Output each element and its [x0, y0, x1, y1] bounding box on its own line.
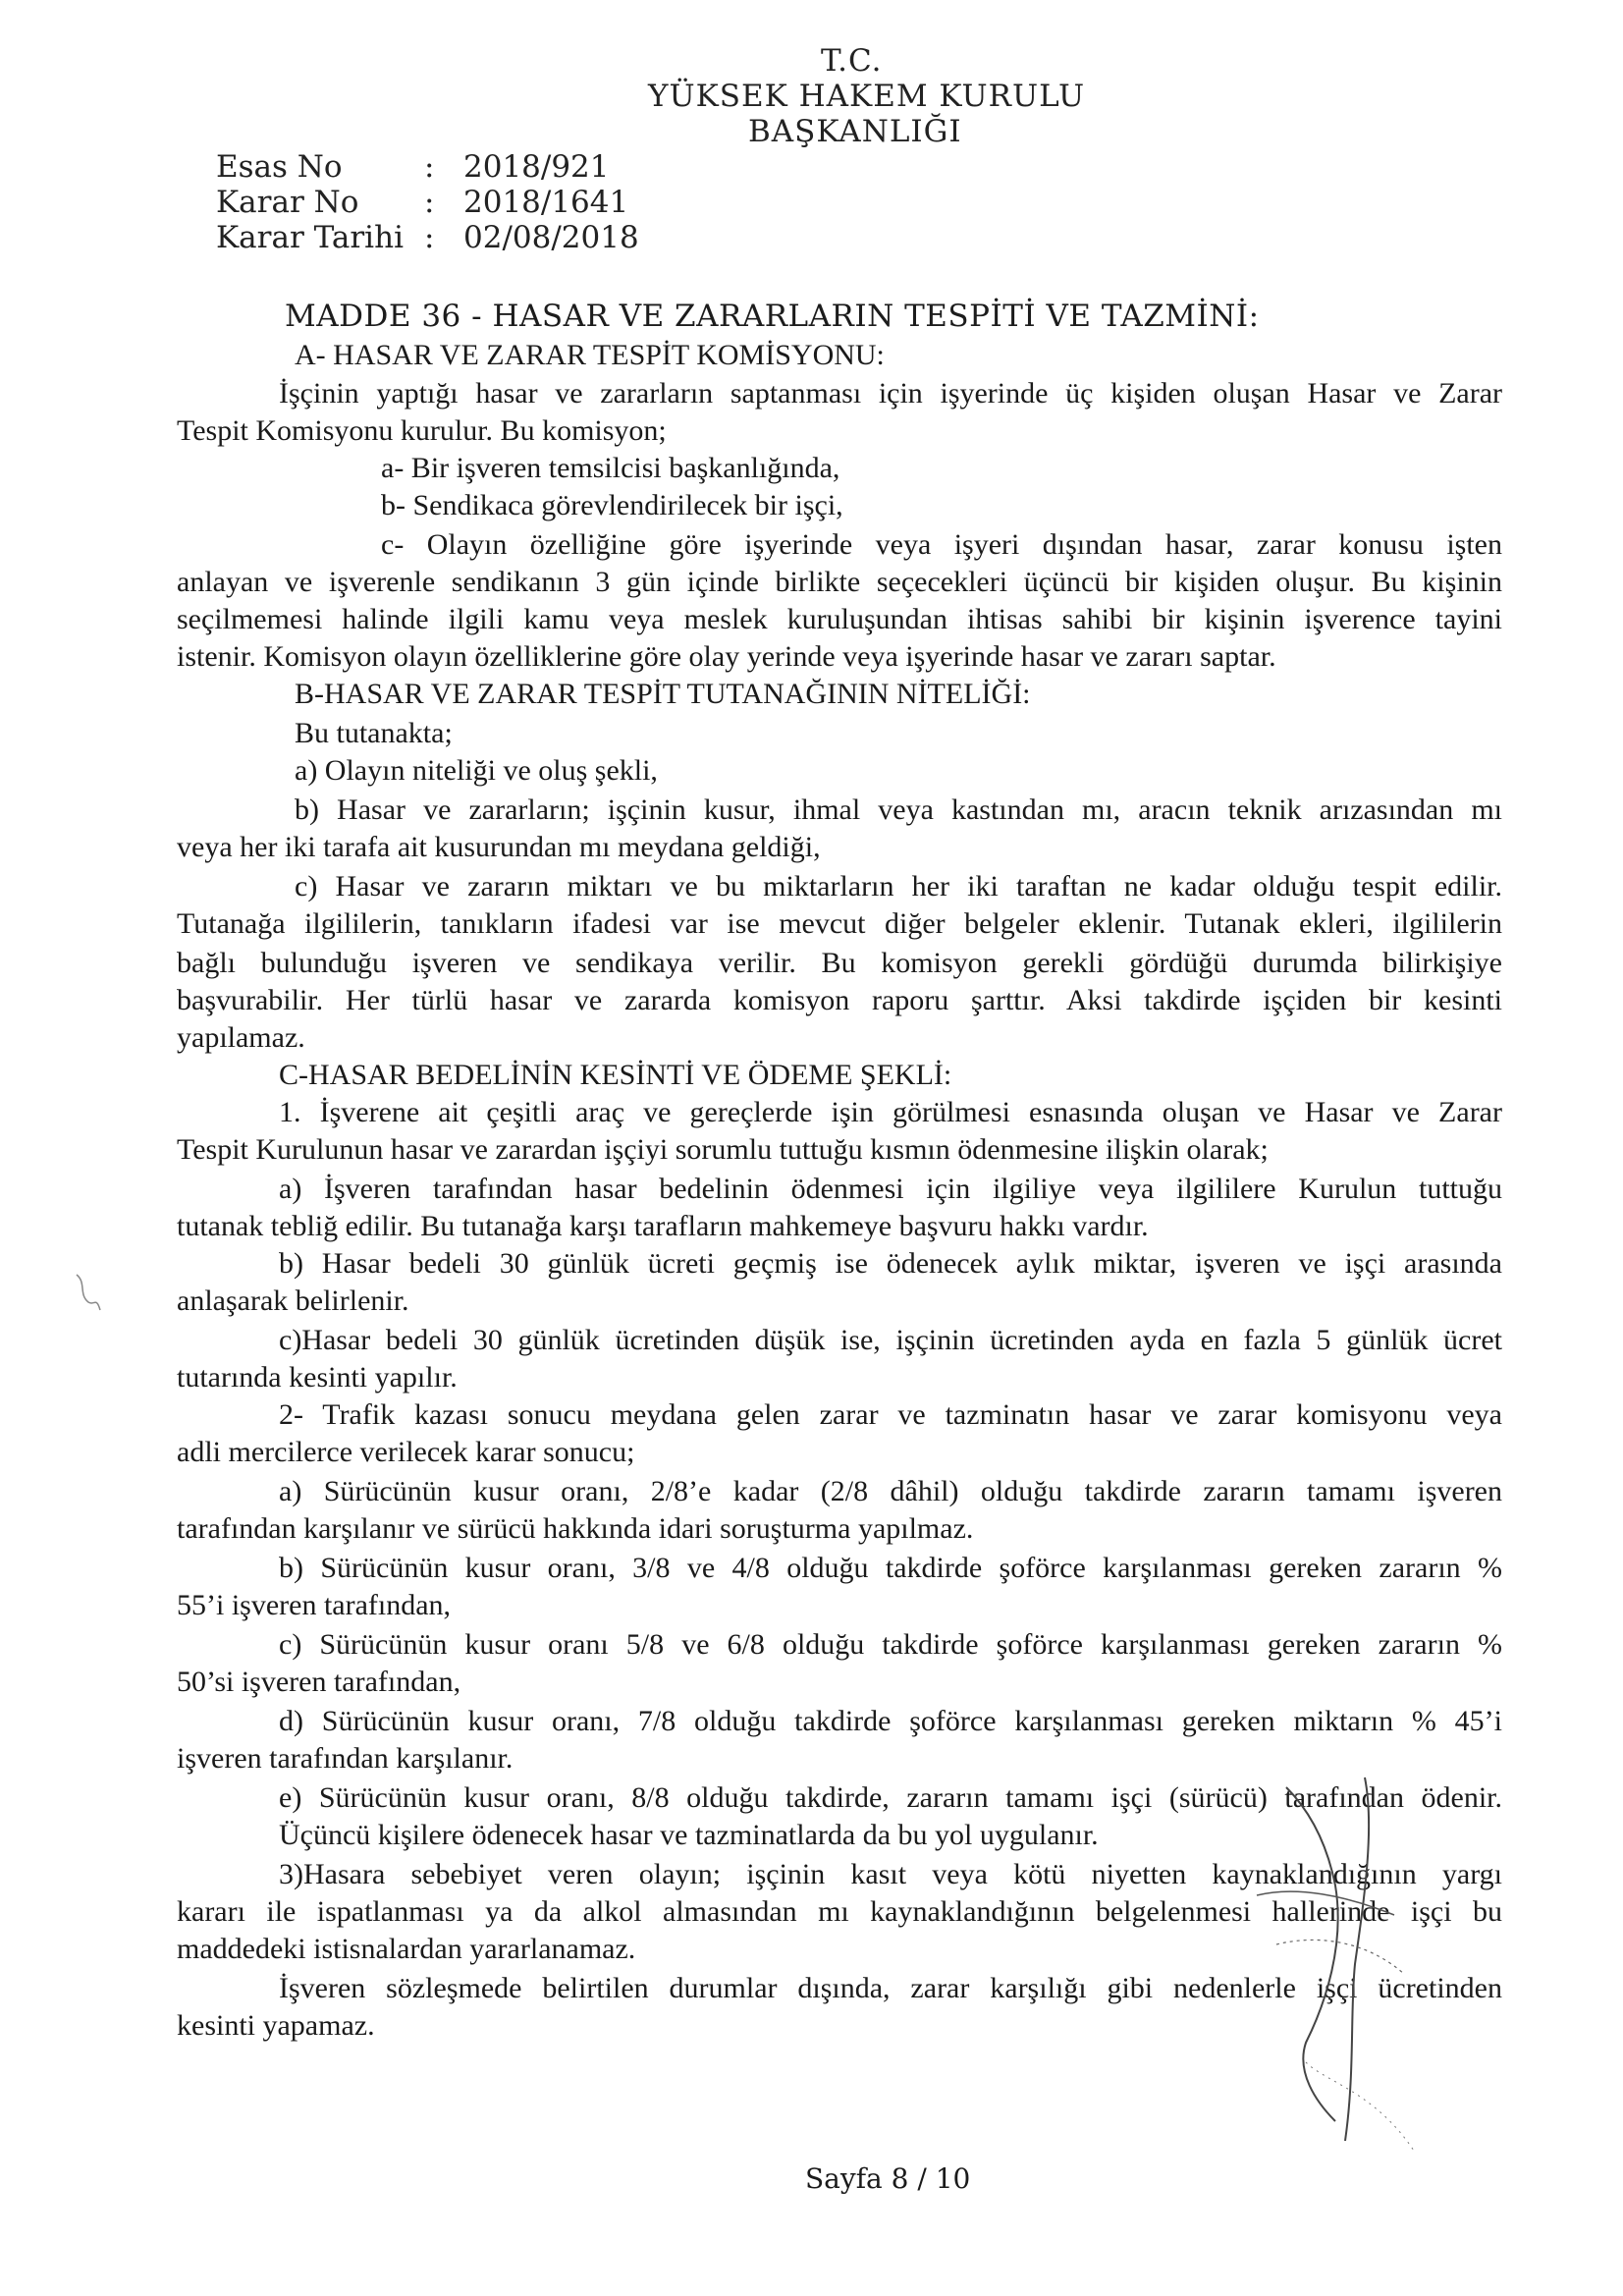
paragraph-line: Tespit Komisyonu kurulur. Bu komisyon;: [177, 414, 667, 447]
list-item: c)Hasar bedeli 30 günlük ücretinden düşük ise, işçinin ücretinden ayda en fazla 5 günlük ücret: [279, 1324, 1502, 1356]
meta-colon: :: [424, 220, 435, 255]
page-number: Sayfa 8 / 10: [805, 2162, 971, 2195]
section-heading-a: A- HASAR VE ZARAR TESPİT KOMİSYONU:: [295, 339, 885, 371]
meta-value: 2018/1641: [463, 185, 629, 220]
section-heading-b: B-HASAR VE ZARAR TESPİT TUTANAĞININ NİTELİĞİ:: [295, 678, 1031, 710]
list-item: c) Sürücünün kusur oranı 5/8 ve 6/8 olduğu takdirde şoförce karşılanması gereken zararın %: [279, 1628, 1502, 1661]
paragraph-line: Tutanağa ilgililerin, tanıkların ifadesi var ise mevcut diğer belgeler eklenir. Tutanak ekleri, ilgililerin: [177, 907, 1502, 940]
meta-value: 2018/921: [463, 149, 610, 185]
paragraph-line: tutarında kesinti yapılır.: [177, 1361, 458, 1394]
paragraph-line: kararı ile ispatlanması ya da alkol almasından mı kaynaklandığının belgelenmesi hallerinde işçi bu: [177, 1895, 1502, 1928]
paragraph-line: tarafından karşılanır ve sürücü hakkında idari soruşturma yapılmaz.: [177, 1512, 974, 1545]
paragraph-line: anlayan ve işverenle sendikanın 3 gün içinde birlikte seçecekleri üçüncü bir kişiden oluşur. Bu kişinin: [177, 566, 1502, 598]
header-institution: YÜKSEK HAKEM KURULU: [648, 79, 1086, 114]
paragraph-line: 1. İşverene ait çeşitli araç ve gereçlerde işin görülmesi esnasında oluşan ve Hasar ve Zarar: [279, 1096, 1502, 1128]
list-item: c) Hasar ve zararın miktarı ve bu miktarların her iki taraftan ne kadar olduğu tespit edilir.: [295, 870, 1502, 902]
meta-label: Karar Tarihi: [216, 220, 404, 255]
list-item: a) Sürücünün kusur oranı, 2/8’e kadar (2/8 dâhil) olduğu takdirde zararın tamamı işveren: [279, 1475, 1502, 1507]
paragraph-line: Üçüncü kişilere ödenecek hasar ve tazminatlarda da bu yol uygulanır.: [279, 1819, 1099, 1851]
paragraph-line: Tespit Kurulunun hasar ve zarardan işçiyi sorumlu tuttuğu kısmın ödenmesine ilişkin olarak;: [177, 1133, 1269, 1166]
paragraph-line: seçilmemesi halinde ilgili kamu veya meslek kuruluşundan ihtisas sahibi bir kişinin işverence tayini: [177, 603, 1502, 635]
paragraph-line: İşveren sözleşmede belirtilen durumlar dışında, zarar karşılığı gibi nedenlerle işçi ücretinden: [279, 1972, 1502, 2004]
paragraph-line: başvurabilir. Her türlü hasar ve zararda komisyon raporu şarttır. Aksi takdirde işçiden bir kesinti: [177, 984, 1502, 1016]
meta-row-tarih: [0, 220, 687, 259]
paragraph-line: İşçinin yaptığı hasar ve zararların saptanması için işyerinde üç kişiden oluşan Hasar ve Zarar: [279, 377, 1502, 410]
article-title: MADDE 36 - HASAR VE ZARARLARIN TESPİTİ VE TAZMİNİ:: [285, 299, 1260, 334]
meta-colon: :: [424, 149, 435, 185]
paragraph-line: 55’i işveren tarafından,: [177, 1589, 452, 1621]
list-item: a- Bir işveren temsilcisi başkanlığında,: [381, 452, 840, 484]
paragraph-line: işveren tarafından karşılanır.: [177, 1742, 514, 1775]
signature-mark: [1217, 1748, 1434, 2180]
list-item: c- Olayın özelliğine göre işyerinde veya işyeri dışından hasar, zarar konusu işten: [381, 528, 1502, 561]
meta-label: Karar No: [216, 185, 359, 220]
paragraph-line: yapılamaz.: [177, 1021, 305, 1054]
meta-label: Esas No: [216, 149, 343, 185]
margin-initial-mark: [67, 1267, 106, 1316]
paragraph-line: bağlı bulunduğu işveren ve sendikaya verilir. Bu komisyon gerekli gördüğü durumda bilirkişiye: [177, 947, 1502, 979]
list-item: a) Olayın niteliği ve oluş şekli,: [295, 754, 658, 787]
paragraph-line: 2- Trafik kazası sonucu meydana gelen zarar ve tazminatın hasar ve zarar komisyonu veya: [279, 1398, 1502, 1431]
meta-colon: :: [424, 185, 435, 220]
paragraph-line: anlaşarak belirlenir.: [177, 1285, 409, 1317]
paragraph-line: veya her iki tarafa ait kusurundan mı meydana geldiği,: [177, 831, 821, 863]
paragraph-line: Bu tutanakta;: [295, 717, 453, 749]
header-tc: T.C.: [821, 43, 883, 79]
paragraph-line: tutanak tebliğ edilir. Bu tutanağa karşı tarafların mahkemeye başvuru hakkı vardır.: [177, 1210, 1149, 1242]
paragraph-line: 50’si işveren tarafından,: [177, 1666, 461, 1698]
list-item: b) Sürücünün kusur oranı, 3/8 ve 4/8 olduğu takdirde şoförce karşılanması gereken zararın %: [279, 1552, 1502, 1584]
list-item: d) Sürücünün kusur oranı, 7/8 olduğu takdirde şoförce karşılanması gereken miktarın % 45’i: [279, 1705, 1502, 1737]
list-item: e) Sürücünün kusur oranı, 8/8 olduğu takdirde, zararın tamamı işçi (sürücü) tarafından ödenir.: [279, 1781, 1502, 1814]
paragraph-line: 3)Hasara sebebiyet veren olayın; işçinin kasıt veya kötü niyetten kaynaklandığının yargı: [279, 1858, 1502, 1890]
meta-value: 02/08/2018: [463, 220, 639, 255]
meta-row-esas: [0, 149, 687, 189]
header-presidency: BAŞKANLIĞI: [748, 114, 962, 149]
paragraph-line: istenir. Komisyon olayın özelliklerine göre olay yerinde veya işyerinde hasar ve zararı saptar.: [177, 640, 1276, 673]
list-item: b) Hasar bedeli 30 günlük ücreti geçmiş ise ödenecek aylık miktar, işveren ve işçi arasında: [279, 1247, 1502, 1280]
paragraph-line: maddedeki istisnalardan yararlanamaz.: [177, 1933, 636, 1965]
paragraph-line: kesinti yapamaz.: [177, 2009, 375, 2042]
meta-row-karar: [0, 185, 687, 224]
paragraph-line: adli mercilerce verilecek karar sonucu;: [177, 1436, 635, 1468]
section-heading-c: C-HASAR BEDELİNİN KESİNTİ VE ÖDEME ŞEKLİ:: [279, 1059, 952, 1091]
list-item: b) Hasar ve zararların; işçinin kusur, ihmal veya kastından mı, aracın teknik arızasından mı: [295, 793, 1502, 826]
list-item: a) İşveren tarafından hasar bedelinin ödenmesi için ilgiliye veya ilgililere Kurulun tuttuğu: [279, 1173, 1502, 1205]
list-item: b- Sendikaca görevlendirilecek bir işçi,: [381, 489, 843, 521]
